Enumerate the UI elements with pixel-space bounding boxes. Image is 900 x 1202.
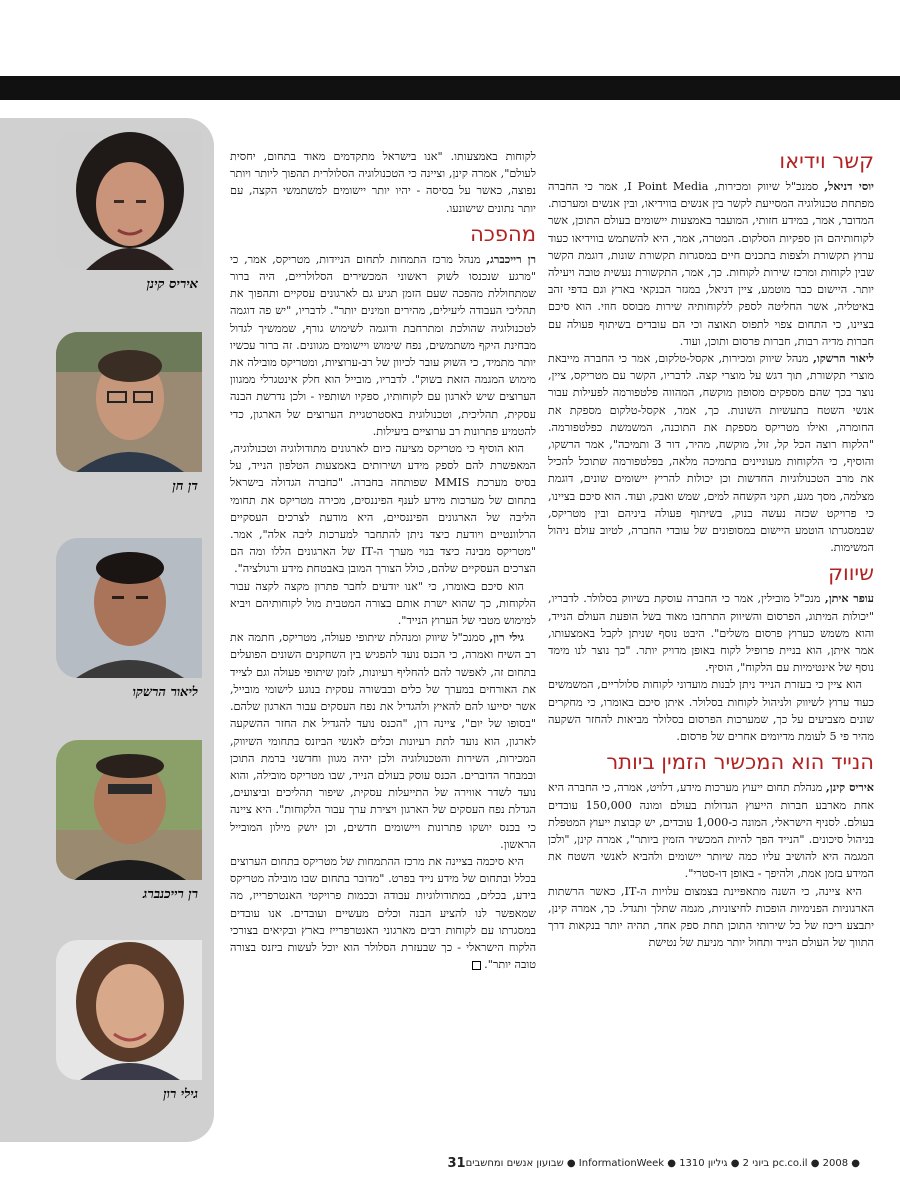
paragraph: רן רייכברג, מנהל מרכז התמחות לתחום הניידות, מטריקס, אמר, כי "מרגע שנכנסו לשוק ראשוני המכשירים הסלולריים, היה ברור שמתחוללת מהפכה שעם הזמן תגיע גם לארגונים עסקיים ותהפוך את תהליכי העבודה ליעילים, מהירים וזמינים יותר". לדבריו, "יש פה דוגמה לטכנולוגיה שהולכת ומתרחבת ודוגמה לשימוש גורף, שממשיך לגדול מבחינת היקף משתמשים, נפח שימוש ויישומים מגוונים. זה ברור עכשיו יותר מתמיד, כי השוק עובר לכיוון של רב-ערוציות, ומטריקס מובילה את מימוש המגמה הזאת בשוק". לדבריו, מובייל הוא חלק אינטגרלי ממגוון הערוצים שיש לארגון עם לקוחותיו, ספקיו ושותפיו - ולכן נדרשת הבנה עסקית, תהליכית, וטכנולוגית באסטרטגיית הערוצים של הארגון, כדי להטמיע פתרונות רב ערוציים ביעילות. <box>230 251 536 438</box>
speaker-name: גילי רון, <box>489 630 524 645</box>
portrait-photo <box>56 940 202 1080</box>
section-heading: קשר וידיאו <box>779 149 874 173</box>
article-column-middle <box>230 148 536 973</box>
portrait-photo <box>56 130 202 270</box>
portrait-caption: דן חן <box>172 479 198 494</box>
paragraph: לקוחות באמצעותו. "אנו בישראל מתקדמים מאוד בתחום, יחסית לעולם", אמרה קינן, וציינה כי הטכנולוגיה הסלולרית תהפוך ליותר ויותר נפוצה, כאשר על בסיסה - יהיו יותר יישומים למשתמשי הקצה, עם יותר נתונים שישונעו. <box>230 150 536 215</box>
portrait-caption: איריס קינן <box>146 277 198 292</box>
section-heading: הנייד הוא המכשיר הזמין ביותר <box>606 750 874 775</box>
speaker-name: איריס קינן, <box>825 780 874 795</box>
portrait-caption: רן רייכנברג <box>143 887 198 902</box>
page-number: 31 <box>447 1155 466 1171</box>
paragraph: הוא סיכם באומרו, כי "אנו יודעים לחבר פתרון מקצה לקצה עבור הלקוחות, כך שהוא ישרת אותם בצורה המטבית מול לקוחותיהם ויביא למימוש מטבי של הערוץ הנייד". <box>230 579 536 628</box>
portrait-caption: ליאור הרשקו <box>132 685 198 700</box>
portrait-photo <box>56 538 202 678</box>
paragraph: היא ציינה, כי השנה מתאפיינת בצמצום עלויות ה-IT, כאשר הרשתות הארגוניות הפנימיות הופכות לחיצוניות, מגמה שתלך ותגדל. כך, אמרה קינן, יתבצע ריכוז של כל שירותי התוכן תחת ספק אחד, תהיה יותר בנקאות דרך התווך של העולם הנייד ותחול יותר מניעת של נטישת <box>548 884 874 950</box>
speaker-name: ליאור הרשקו, <box>812 351 874 366</box>
article-column-right <box>548 148 874 951</box>
portrait-ran-reichenberg <box>56 740 202 902</box>
portrait-photo <box>56 332 202 472</box>
portrait-gili-ron <box>56 940 202 1102</box>
portrait-iris-kinan <box>56 130 202 292</box>
speaker-name: עופר איתן, <box>824 591 875 606</box>
paragraph: הוא ציין כי בעזרת הנייד ניתן לבנות מועדוני לקוחות סלולריים, המשמשים כעוד ערוץ לשיווק ולניהול לקוחות בסלולר. איתן סיכם באומרו, כי מחקרים שונים מצביעים על כך, שמערכות הפרסום בסלולר מביאות להחזר השקעה מהיר פי 5 לעומת מדיומים אחרים של פרסום. <box>548 678 874 744</box>
paragraph: יוסי דניאל, סמנכ"ל שיווק ומכירות, I Point Media, אמר כי החברה מפתחת טכנולוגיה המסייעת לקשר בין אנשים בווידיאו, ובין אנשים ומערכות. המדובר, אמר, במידע חזותי, המועבר באמצעות יישומים בעולם התוכן, אשר לקוחותיהם הן ספקיות הסלקום. המטרה, אמר, היא להשתמש בווידיאו כעוד ערוץ תקשורת ולצפות בתכנים חיים במסגרות תקשורת שונות, דוגמת הקשר שבין לקוחות ומרכז שירות לקוחות. כך, אמר, התקשורת נעשית טובה ויעילה יותר. היישום כבר מוטמע, ציין דניאל, במגזר הבנקאי בארץ וגם בדפי זהב באיטליה, אשר החליטה לספק ללקוחותיה שירות מבוסס חוזי. הוא סיכם בציינו, כי התחום צפוי לתפוס תאוצה וכי הם עובדים בשיתוף פעולה עם חברות מדיה רבות, חברות פרסום ותוכן, ועוד. <box>548 179 874 348</box>
header-bar <box>0 76 900 100</box>
portrait-dan-chen <box>56 332 202 494</box>
paragraph: הוא הוסיף כי מטריקס מציעה כיום לארגונים מתודולוגיה וטכנולוגיה, המאפשרת להם לספק מידע ושירותים באמצעות הטלפון הנייד, על בסיס מערכת MMIS שפותחה בחברה. "כחברה הגדולה בישראל בתחום של מערכות מידע לענף הפיננסים, מכירה מטריקס את תחומי הליבה של הארגונים הפיננסיים, היא מודעת לצרכים העסקיים הרלוונטיים ויודעת כיצד ניתן להתחבר למערכות ליבה אלה", אמר. "מטריקס מבינה כיצד בנוי מערך ה-IT של הארגונים הללו ומה הם הצרכים העסקיים שלהם, כולל הצורך המובן באבטחת מידע ורגולציה". <box>230 442 537 576</box>
section-heading: מהפכה <box>470 221 536 246</box>
end-of-article-icon <box>472 961 481 970</box>
paragraph: עופר איתן, מנכ"ל מובילין, אמר כי החברה עוסקת בשיווק בסלולר. לדבריו, "יכולות המיתוג, הפרסום והשיווק התרחבו מאוד בשל הופעת העולם הנייד, והוא משמש כערוץ פרסום משלים". היבט נוסף שניתן לקבל באמצעותו, אמר איתן, הוא בניית פרופיל לקוח באופן מדויק יותר. "כך נוצר לנו מימד נוסף של אינטימיות עם הלקוח", הוסיף. <box>548 591 875 675</box>
portrait-strip <box>0 118 214 1142</box>
speaker-name: רן רייכברג, <box>486 251 536 266</box>
portrait-photo <box>56 740 202 880</box>
paragraph: היא סיכמה בציינה את מרכז ההתמחות של מטריקס בתחום הערוצים בכלל ובתחום של מידע נייד בפרט. "מדובר בתחום שבו מובילה מטריקס בידע, בכלים, במתודולוגיות עבודה ובכמות פרויקטי האנטרפרייז, מה שמאפשר לנו להציע הבנה וכלים מעשיים ועובדים. אנו עובדים במסגרתו עם לקוחות רבים מארגוני האנטרפרייז בארץ ובקיאים בצורכי הלקוח הישראלי - כך שבעזרת הסלולר הוא יוכל לעשות ביזנס בצורה טובה יותר". <box>230 854 536 972</box>
portrait-caption: גילי רון <box>163 1087 198 1102</box>
page-footer <box>60 1154 860 1172</box>
paragraph: גילי רון, סמנכ"ל שיווק ומנהלת שיתופי פעולה, מטריקס, חתמה את רב השיח ואמרה, כי הכנס נועד להפגיש בין השחקנים השונים הפועלים בתחום זה, לאפשר להם להחליף רעיונות, לזמן שיתופי פעולה וגם לצייד את האורחים במערך של כלים ובבשורה עסקית בנוגע לישומי מובייל, אשר יסייעו להם להאיץ ולהגדיל את נפח העסקים עבור הארגון שלהם. "בסופו של יום", ציינה רון, "הכנס נועד להגדיל את החזר ההשקעה לארגון, הוא נועד לתת רעיונות וכלים לאנשי הביזנס בתחומי השיווק, המכירות, השירות והטכנולוגיה ולכן יהיה מגוון וחדשני ברמת התוכן ובמבחר הדוברים. הכנס עוסק בעולם הנייד, שבו מטריקס מובילה, והוא נועד לשדר אווירה של התייעלות עסקית, שיפור תהליכים וביצועים, הגדלת נפח העסקים של הארגון ויצירת ערך עבור הלקוחות". היא ציינה כי בכנס יושקו פתרונות ויישומים חדשים, וכן יושק מילון המובייל הראשון. <box>230 630 536 851</box>
paragraph: איריס קינן, מנהלת תחום ייעוץ מערכות מידע, דלויט, אמרה, כי החברה היא אחת מארבע חברות הייעוץ הגדולות בעולם ומונה 150,000 עובדים בעולם. לסניף הישראלי, המונה כ-1,000 עובדים, יש קבוצת ייעוץ המטפלת בניהול סיכונים. "הנייד הפך להיות המכשיר הזמין ביותר", אמרה קינן, "ולכן המגמה היא להושיב עליו כמה שיותר יישומים ולהביא לאנשי השטח את המידע בזמן אמת, ולהיפך - באופן דו-סטרי". <box>548 780 875 881</box>
footer-text: ● pc.co.il ● 2008 ביוני 2 ● גיליון 1310 ● InformationWeek ● שבועון אנשים ומחשבים <box>465 1157 860 1169</box>
paragraph: ליאור הרשקו, מנהל שיווק ומכירות, אקסל-טלקום, אמר כי החברה מייבאת מוצרי תקשורת, תוך דגש על מוצרי קצה. לדבריו, הקשר עם מטריקס, ציין, נוצר בכך שהם מספקים מסופון מוקשח, המהווה פלטפורמה לפעילות עבור אנשי השטח בתעשיות השונות. כך, אמר, אקסל-טלקום מספקת את החומרה, ואילו מטריקס מספקת את התוכנה, המשמשת כפלטפורמה. "הלקוח רוצה הכל קל, זול, מוקשח, מהיר, דור 3 ותמיכה", אמר הרשקו, והוסיף, כי הלקוחות מעוניינים בתמיכה מלאה, בפלטפורמה שתוכל להכיל את מרב הטכנולוגיות החדשות וכן יכולות להריץ יישומים שונים, דוגמת מצלמה, מסך מגע, תקני הקשחה למים, שמש ואבק, ועוד. הוא סיכם בציינו, כי פרויקט שכזה נעשה בנוק, בשיתוף פעולה ביניהם ובין מטריקס, שבמסגרתו הוטמע היישום במסופונים של עובדי החברה, לטיוב עולם ניהול המשימות. <box>548 351 874 555</box>
speaker-name: יוסי דניאל, <box>824 179 874 193</box>
portrait-lior-hershko <box>56 538 202 700</box>
section-heading: שיווק <box>828 561 874 586</box>
